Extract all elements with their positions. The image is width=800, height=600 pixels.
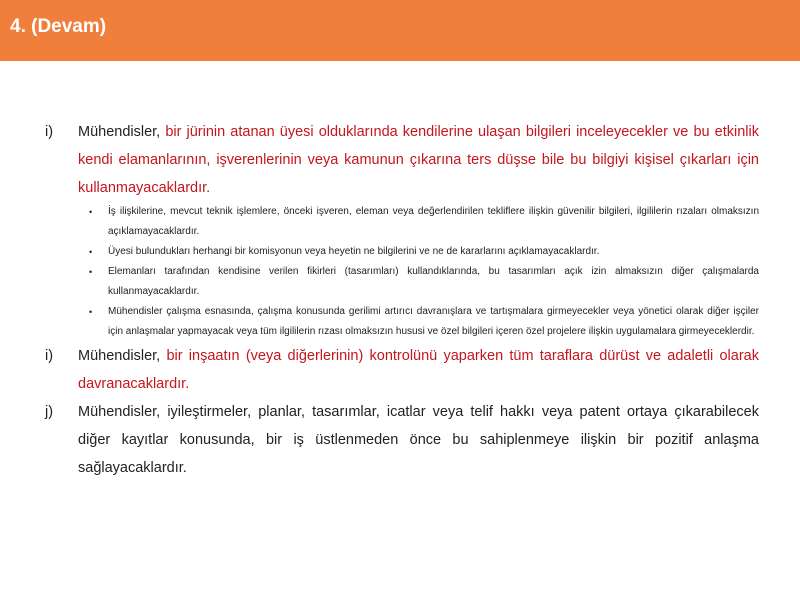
list-item-text	[78, 342, 759, 398]
list-item-text	[78, 118, 759, 202]
bullet-icon: •	[89, 307, 93, 317]
item-highlight: bir inşaatın (veya diğerlerinin) kontrolünü yaparken tüm taraflara dürüst ve adaletli olarak davranacaklardır.	[78, 348, 759, 392]
slide-content	[45, 118, 759, 482]
sub-bullet-item	[85, 302, 759, 342]
bullet-icon: •	[89, 207, 93, 217]
list-marker: j)	[45, 404, 54, 420]
list-item	[45, 342, 759, 398]
list-marker: i)	[45, 348, 54, 364]
sub-bullet-text: Elemanları tarafından kendisine verilen fikirleri (tasarımları) kullandıklarında, bu tasarımları açık izin almaksızın diğer çalışmalarda kullanmayacaklardır.	[108, 266, 759, 297]
sub-bullet-item	[85, 262, 759, 302]
slide-title: 4. (Devam)	[10, 16, 107, 37]
bullet-icon: •	[89, 247, 93, 257]
list-item	[45, 118, 759, 202]
list-item	[45, 398, 759, 482]
sub-bullet-text: Mühendisler çalışma esnasında, çalışma konusunda gerilimi artırıcı davranışlara ve tartışmalara girmeyecekler veya yönetici olarak diğer işçiler için anlaşmalar yapmayacak veya tüm ilgililerin rızası olmaksızın hususi ve özel bilgileri içeren özel projelere ilişkin uygulamalara girmeyeceklerdir.	[108, 306, 759, 337]
item-lead: Mühendisler,	[78, 124, 161, 140]
sub-bullet-text: İş ilişkilerine, mevcut teknik işlemlere, önceki işveren, eleman veya değerlendirilen tekliflere ilişkin güvenilir bilgileri, ilgililerin rızaları olmaksızın açıklamayacaklardır.	[108, 206, 759, 237]
sub-bullet-text: Üyesi bulundukları herhangi bir komisyonun veya heyetin ne bilgilerini ve ne de kararlarını açıklamayacaklardır.	[108, 246, 600, 257]
item-highlight: bir jürinin atanan üyesi olduklarında kendilerine ulaşan bilgileri inceleyecekler ve bu etkinlik kendi elamanlarının, işverenlerinin veya kamunun çıkarına ters düşse bile bu bilgiyi kişisel çıkarları için kullanmayacaklardır.	[78, 124, 759, 196]
item-lead: Mühendisler,	[78, 348, 161, 364]
sub-bullet-list	[85, 202, 759, 342]
slide-header	[0, 0, 800, 61]
sub-bullet-item	[85, 242, 759, 262]
bullet-icon: •	[89, 267, 93, 277]
list-item-text: Mühendisler, iyileştirmeler, planlar, tasarımlar, icatlar veya telif hakkı veya patent ortaya çıkarabilecek diğer kayıtlar konusunda, bir iş üstlenmeden önce bu sahiplenmeye ilişkin bir pozitif anlaşma sağlayacaklardır.	[78, 404, 759, 476]
list-marker: i)	[45, 124, 54, 140]
sub-bullet-item	[85, 202, 759, 242]
